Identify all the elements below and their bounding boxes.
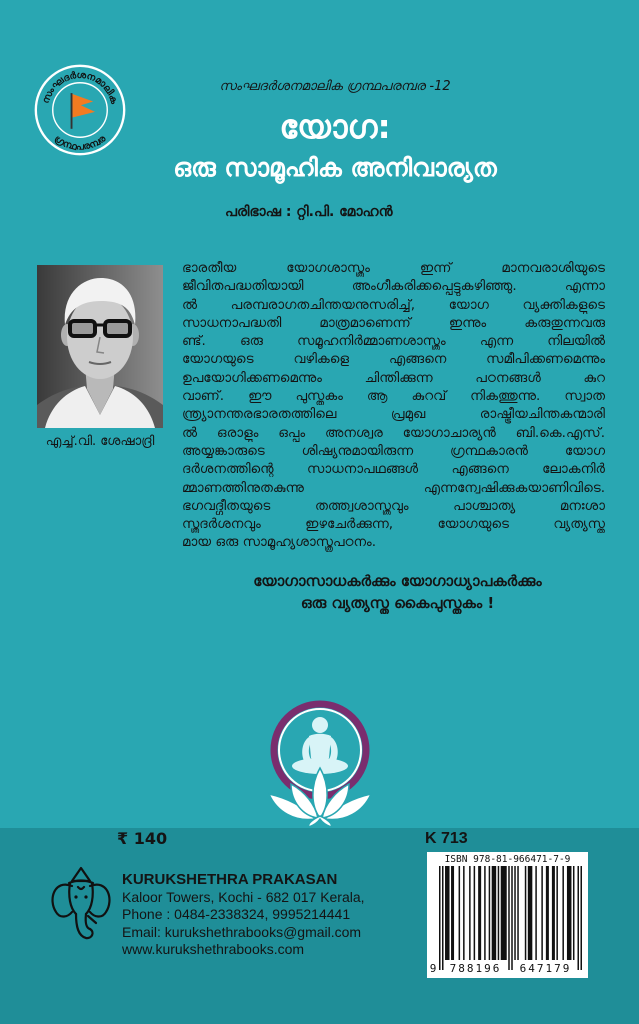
blurb-paragraph	[182, 259, 605, 552]
author-name-caption: എച്ച്.വി. ശേഷാദ്രി	[45, 434, 155, 449]
barcode-bar	[451, 866, 454, 960]
publisher-block	[122, 871, 417, 958]
barcode-bar	[535, 866, 537, 960]
barcode-bar	[508, 866, 510, 970]
barcode-digits-left: 788196	[449, 962, 502, 975]
barcode-bar	[463, 866, 465, 960]
barcode-bar	[474, 866, 476, 960]
barcode-bar	[445, 866, 450, 960]
publisher-name: KURUKSHETHRA PRAKASAN	[122, 871, 338, 888]
blurb-line: വാണ്. ഈ പുസ്തകം ആ കുറവ് നികത്തുന്നു. സ്വാത	[182, 388, 605, 405]
barcode-bar	[562, 866, 564, 960]
blurb-line: സാധനാപദ്ധതി മാത്രമാണെന്ന് ഇന്നും കരുതുന്നവരു	[182, 314, 605, 331]
seal-top-text: സംഘദർശനമാലിക	[40, 69, 120, 106]
blurb-line: ൽ ഒരാളും ഒപ്പം അനശ്വര യോഗാചാര്യൻ ബി.കെ.എസ്.	[182, 424, 605, 441]
barcode-bar	[439, 866, 441, 970]
book-subtitle: ഒരു സാമൂഹിക അനിവാര്യത	[173, 153, 497, 182]
series-line: സംഘദർശനമാലിക ഗ്രന്ഥപരമ്പര -12	[219, 79, 451, 94]
author-photo	[37, 265, 163, 428]
tagline	[200, 570, 595, 614]
isbn-barcode	[427, 852, 588, 978]
barcode-bar	[498, 866, 500, 960]
blurb-line: മ്മാണത്തിനുതകുന്നു എന്നന്വേഷിക്കുകയാണിവിടെ.	[182, 479, 605, 496]
barcode-bar	[492, 866, 497, 960]
barcode-bar	[546, 866, 549, 960]
barcode-bar	[514, 866, 516, 960]
blurb-line: ന്ത്ര്യാനന്തരഭാരതത്തിലെ പ്രമുഖ രാഷ്ട്രീയചിന്തകന്മാരി	[182, 406, 605, 423]
blurb-line: അയ്യങ്കാരുടെ ശിഷ്യനുമായിരുന്ന ഗ്രന്ഥകാരൻ യോഗ	[182, 442, 605, 459]
barcode-bars	[439, 866, 582, 970]
barcode-digits-right: 647179	[519, 962, 572, 975]
barcode-bar	[511, 866, 513, 970]
barcode-bar	[459, 866, 461, 960]
barcode-bar	[577, 866, 579, 970]
barcode-bar	[573, 866, 575, 960]
barcode-bar	[469, 866, 471, 960]
seal-bottom-text: ഗ്രന്ഥപരമ്പര	[52, 133, 108, 153]
barcode-digit-first: 9	[429, 962, 437, 975]
barcode-bar	[552, 866, 555, 960]
price-label: ₹ 140	[117, 829, 168, 848]
blurb-line: സ്ത്രദർശനവും ഇഴചേർക്കുന്ന, യോഗയുടെ വ്യത്യസ്ത	[182, 516, 605, 533]
publisher-website: www.kurukshethrabooks.com	[122, 940, 305, 957]
translator-credit: പരിഭാഷ : റ്റി.പി. മോഹൻ	[225, 204, 393, 220]
blurb-line: യോഗയുടെ വഴികളെ എങ്ങനെ സമീപിക്കണമെന്നും	[182, 351, 605, 368]
barcode-bar	[484, 866, 486, 960]
barcode-bar	[517, 866, 519, 960]
blurb-line: ഭഗവദ്ഗീതയുടെ തത്ത്വശാസ്ത്രവും പാശ്ചാത്യ മനഃശാ	[182, 497, 605, 514]
publisher-email: Email: kurukshethrabooks@gmail.com	[122, 923, 362, 940]
barcode-bar	[528, 866, 533, 960]
book-title: യോഗ:	[279, 107, 391, 146]
saffron-flag-icon	[72, 93, 96, 129]
barcode-bar	[567, 866, 572, 960]
barcode-bar	[525, 866, 527, 960]
barcode-bar	[489, 866, 491, 960]
meditating-figure-icon	[292, 717, 348, 774]
tagline-line: യോഗാസാധകർക്കും യോഗാധ്യാപകർക്കും	[253, 572, 542, 590]
tagline-line: ഒരു വ്യത്യസ്ത കൈപുസ്തകം !	[300, 594, 495, 612]
publisher-address: Kaloor Towers, Kochi - 682 017 Kerala,	[122, 889, 365, 905]
barcode-bar	[442, 866, 444, 970]
barcode-bar	[541, 866, 543, 960]
blurb-line: ഭാരതീയ യോഗശാസ്ത്രം ഇന്ന് മാനവരാശിയുടെ	[182, 260, 605, 276]
publisher-phone: Phone : 0484-2338324, 9995214441	[122, 906, 351, 923]
barcode-bar	[580, 866, 582, 970]
meditation-lotus-icon	[265, 698, 375, 828]
barcode-bar	[556, 866, 558, 960]
blurb-line: ൽ പരമ്പരാഗതചിന്തയനുസരിച്ച്, യോഗ വ്യക്തികളുടെ	[182, 296, 605, 313]
catalog-code: K 713	[425, 830, 468, 847]
blurb-line: ഉപയോഗിക്കണമെന്നും ചിന്തിക്കുന്ന പഠനങ്ങൾ കുറ	[182, 369, 605, 386]
ganesha-icon	[48, 866, 114, 944]
series-seal-logo	[33, 63, 127, 157]
blurb-line: മായ ഒരു സാമൂഹ്യശാസ്ത്രപഠനം.	[182, 534, 377, 551]
blurb-line: ണ്ട്. ഒരു സമൂഹനിർമ്മാണശാസ്ത്രം എന്ന നിലയിൽ	[182, 333, 605, 350]
barcode-bar	[478, 866, 481, 960]
blurb-line: ദർശനത്തിന്റെ സാധനാപഥങ്ങൾ എങ്ങനെ ലോകനിർ	[182, 461, 605, 478]
isbn-number: ISBN 978-81-966471-7-9	[444, 854, 571, 865]
blurb-line: ജീവിതപദ്ധതിയായി അംഗീകരിക്കപ്പെട്ടുകഴിഞ്ഞു. എന്നാ	[182, 278, 605, 295]
barcode-bar	[501, 866, 507, 960]
